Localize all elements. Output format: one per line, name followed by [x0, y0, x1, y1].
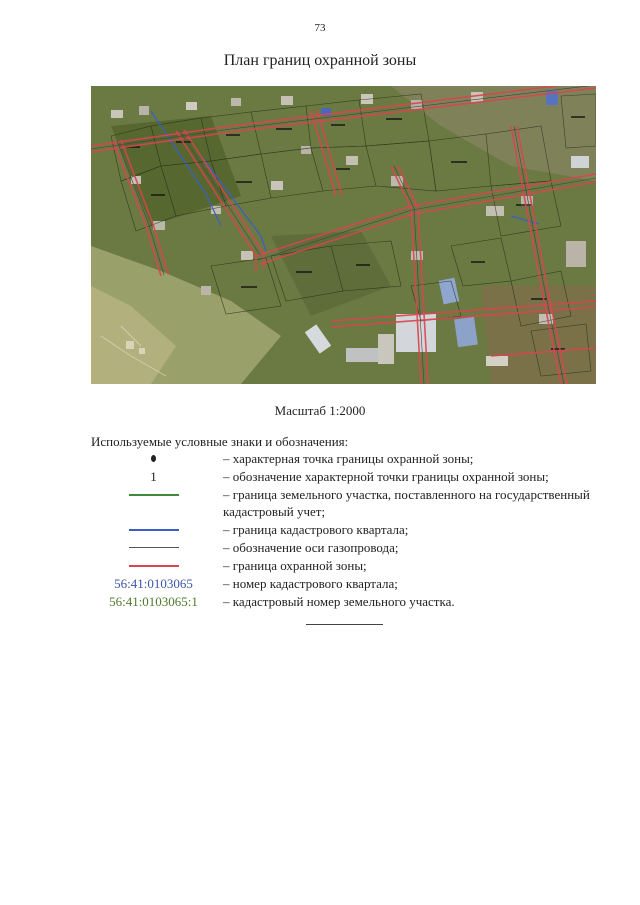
map-scale: Масштаб 1:2000	[274, 403, 366, 418]
point-label-symbol: 1	[150, 469, 157, 484]
parcel-number-symbol: 56:41:0103065:1	[109, 594, 198, 609]
legend-row-parcel-boundary	[91, 486, 596, 520]
legend-row-gas-axis	[91, 539, 596, 556]
legend-row-quarter-boundary	[91, 521, 596, 538]
legend	[91, 450, 596, 611]
legend-text: – номер кадастрового квартала;	[223, 576, 398, 591]
legend-text: – обозначение характерной точки границы охранной зоны;	[223, 469, 549, 484]
legend-row-parcel-number	[91, 593, 596, 610]
gas-axis-symbol	[129, 547, 179, 548]
legend-row-zone-boundary	[91, 557, 596, 574]
legend-heading: Используемые условные знаки и обозначения:	[91, 434, 349, 449]
page-number: 73	[314, 22, 326, 34]
legend-row-boundary-point	[91, 450, 596, 467]
map-imagery	[91, 86, 596, 384]
parcel-boundary-symbol	[129, 494, 179, 496]
footer-rule	[306, 624, 383, 625]
legend-text: – обозначение оси газопровода;	[223, 540, 399, 555]
legend-row-point-label	[91, 468, 596, 485]
boundary-point-symbol	[151, 455, 156, 462]
legend-text: – граница кадастрового квартала;	[223, 522, 409, 537]
quarter-boundary-symbol	[129, 529, 179, 531]
satellite-map[interactable]	[91, 86, 596, 384]
zone-boundary-symbol	[129, 565, 179, 567]
legend-text: – кадастровый номер земельного участка.	[223, 594, 455, 609]
legend-text: – характерная точка границы охранной зоны;	[223, 451, 474, 466]
legend-row-quarter-number	[91, 575, 596, 592]
quarter-number-symbol: 56:41:0103065	[114, 576, 193, 591]
plan-title: План границ охранной зоны	[223, 52, 417, 69]
legend-text: – граница охранной зоны;	[223, 558, 367, 573]
legend-text: – граница земельного участка, поставленного на государственный кадастровый учет;	[223, 487, 590, 519]
